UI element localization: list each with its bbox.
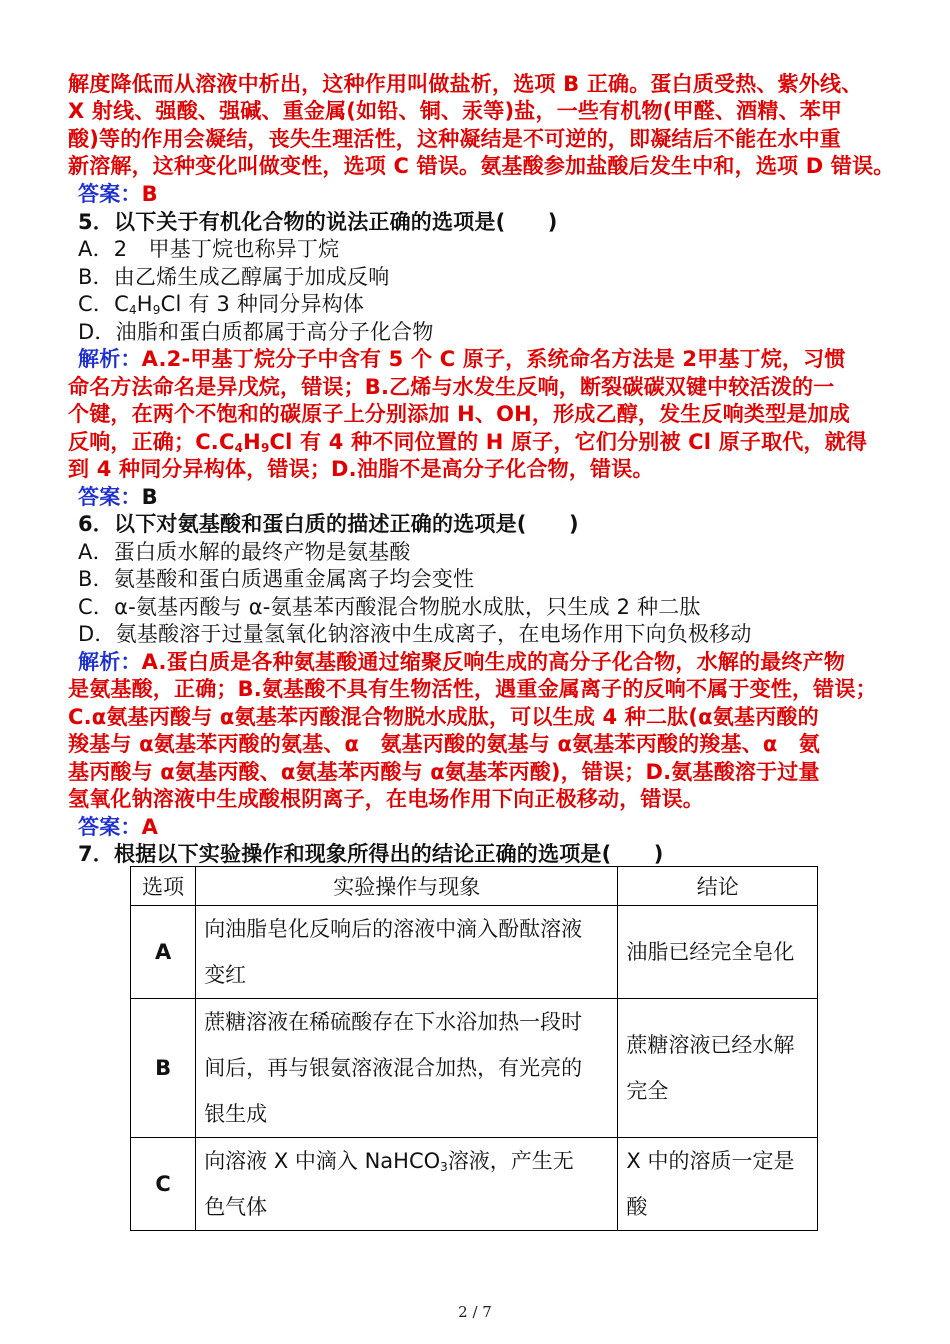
question-stem: 7．根据以下实验操作和现象所得出的结论正确的选项是( ) <box>78 842 664 866</box>
analysis-line: 新溶解，这种变化叫做变性，选项 C 错误。氨基酸参加盐酸后发生中和，选项 D 错误。 <box>68 154 895 178</box>
analysis-line: C.α氨基丙酸与 α氨基苯丙酸混合物脱水成肽，可以生成 4 种二肽(α氨基丙酸的 <box>68 705 819 729</box>
row-operation: 向油脂皂化反响后的溶液中滴入酚酞溶液 变红 <box>196 906 618 999</box>
analysis-line: 命名方法命名是异戊烷，错误；B.乙烯与水发生反响，断裂碳碳双键中较活泼的一 <box>68 375 835 399</box>
choice-d: D．油脂和蛋白质都属于高分子化合物 <box>78 320 434 344</box>
choice-c: C．$C_4H_9Cl$ 有 3 种同分异构体 <box>78 292 365 317</box>
analysis-label: 解析： <box>78 347 142 371</box>
answer-value: A <box>141 815 159 839</box>
row-conclusion: 蔗糖溶液已经水解 完全 <box>618 999 818 1138</box>
row-option: A <box>131 906 196 999</box>
header-conclusion: 结论 <box>618 867 818 906</box>
row-operation: 蔗糖溶液在稀硫酸存在下水浴加热一段时 间后，再与银氨溶液混合加热，有光亮的 银生成 <box>196 999 618 1138</box>
analysis-line: 反响，正确；$C.C_4H_9Cl$ 有 4 种不同位置的 H 原子，它们分别被 Cl 原子取代，就得 <box>68 430 868 455</box>
header-option: 选项 <box>131 867 196 906</box>
table-header-row <box>131 867 818 906</box>
answer-line <box>78 814 908 841</box>
analysis-line: 氢氧化钠溶液中生成酸根阴离子，在电场作用下向正极移动，错误。 <box>68 787 704 811</box>
answer-line <box>78 484 908 511</box>
choice-d: D．氨基酸溶于过量氢氧化钠溶液中生成离子，在电场作用下向负极移动 <box>78 622 752 646</box>
answer-label: 答案： <box>78 485 142 509</box>
question-stem: 5．以下关于有机化合物的说法正确的选项是( ) <box>78 210 558 234</box>
analysis-line: 解度降低而从溶液中析出，这种作用叫做盐析，选项 B 正确。蛋白质受热、紫外线、 <box>68 72 863 96</box>
question-stem: 6．以下对氨基酸和蛋白质的描述正确的选项是( ) <box>78 512 579 536</box>
answer-label: 答案： <box>78 815 142 839</box>
analysis-line: X 射线、强酸、强碱、重金属(如铅、铜、汞等)盐，一些有机物(甲醛、酒精、苯甲 <box>68 99 843 123</box>
analysis-label: 解析： <box>78 650 142 674</box>
analysis-line: 个键，在两个不饱和的碳原子上分别添加 H、OH，形成乙醇，发生反响类型是加成 <box>68 402 850 426</box>
choice-a: A．2 甲基丁烷也称异丁烷 <box>78 237 340 261</box>
row-operation: 向溶液 X 中滴入 NaHCO$_3$溶液，产生无 色气体 <box>196 1138 618 1231</box>
analysis-line: 解析：A.2-甲基丁烷分子中含有 5 个 C 原子，系统命名方法是 2甲基丁烷，习惯 <box>78 347 846 371</box>
row-option: C <box>131 1138 196 1231</box>
choice-b: B．氨基酸和蛋白质遇重金属离子均会变性 <box>78 567 475 591</box>
answer-line <box>78 181 908 208</box>
answer-label: 答案： <box>78 182 142 206</box>
choice-a: A．蛋白质水解的最终产物是氨基酸 <box>78 540 411 564</box>
choice-c: C．α-氨基丙酸与 α-氨基苯丙酸混合物脱水成肽，只生成 2 种二肽 <box>78 595 701 619</box>
page-number: 2 / 7 <box>458 1303 492 1321</box>
answer-value: B <box>141 485 158 509</box>
table-row <box>131 906 818 999</box>
analysis-line: 解析：A.蛋白质是各种氨基酸通过缩聚反响生成的高分子化合物，水解的最终产物 <box>78 650 846 674</box>
row-option: B <box>131 999 196 1138</box>
choice-b: B．由乙烯生成乙醇属于加成反响 <box>78 265 390 289</box>
row-conclusion: 油脂已经完全皂化 <box>618 906 818 999</box>
analysis-line: 羧基与 α氨基苯丙酸的氨基、α 氨基丙酸的氨基与 α氨基苯丙酸的羧基、α 氨 <box>68 732 820 756</box>
header-operation: 实验操作与现象 <box>196 867 618 906</box>
analysis-line: 基丙酸与 α氨基丙酸、α氨基苯丙酸与 α氨基苯丙酸)，错误；D.氨基酸溶于过量 <box>68 760 820 784</box>
table-row <box>131 999 818 1138</box>
analysis-line: 酸)等的作用会凝结，丧失生理活性，这种凝结是不可逆的，即凝结后不能在水中重 <box>68 127 841 151</box>
analysis-line: 是氨基酸，正确；B.氨基酸不具有生物活性，遇重金属离子的反响不属于变性，错误； <box>68 677 877 701</box>
experiment-table <box>130 866 818 1231</box>
answer-value: B <box>141 182 158 206</box>
analysis-line: 到 4 种同分异构体，错误；D.油脂不是高分子化合物，错误。 <box>68 457 654 481</box>
table-row <box>131 1138 818 1231</box>
row-conclusion: X 中的溶质一定是 酸 <box>618 1138 818 1231</box>
